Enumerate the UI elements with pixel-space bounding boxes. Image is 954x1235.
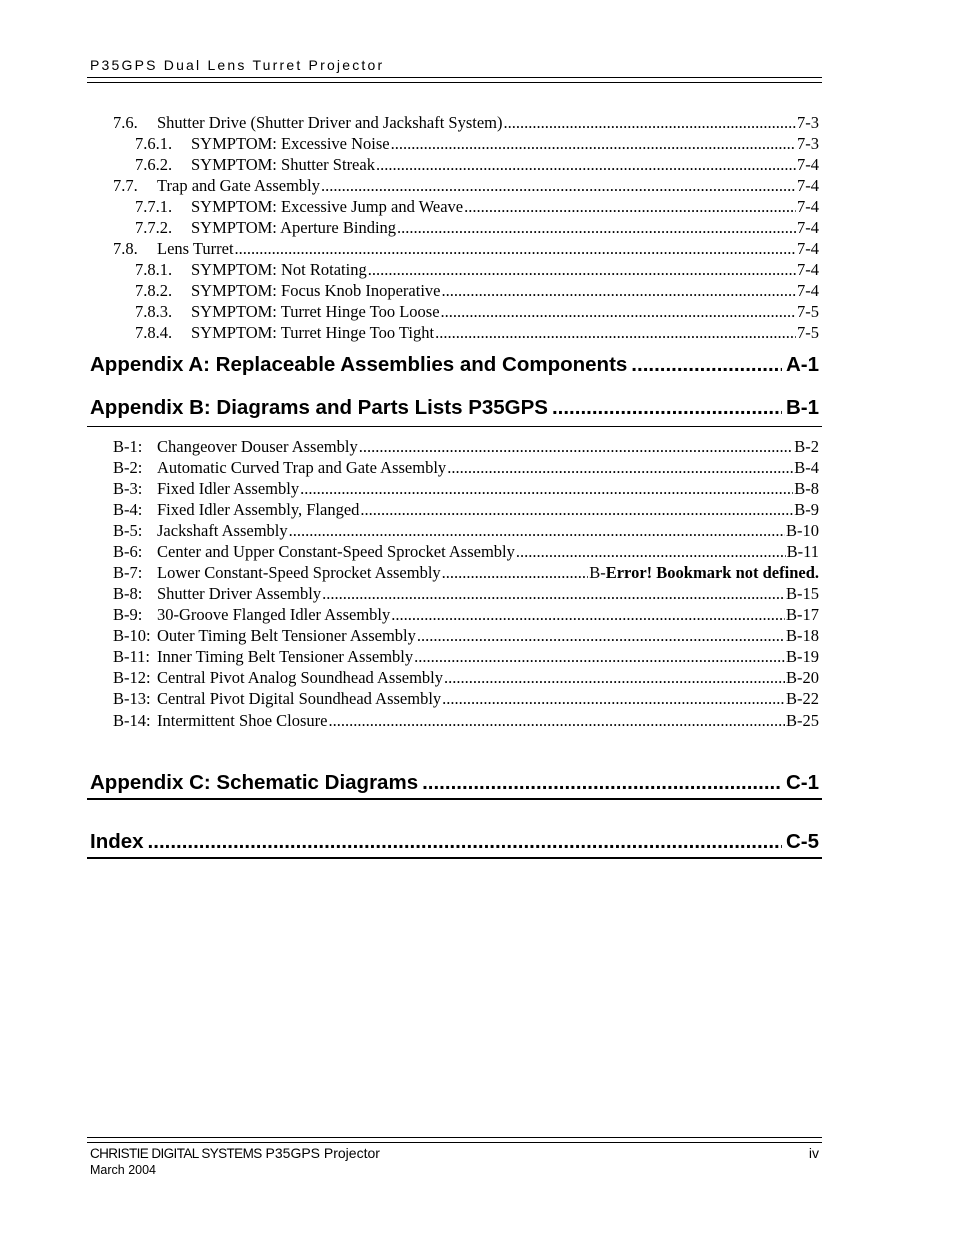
toc-number: 7.7.2. xyxy=(135,218,173,237)
toc-figure-b6[interactable] xyxy=(113,542,819,562)
dot-leader xyxy=(328,711,785,731)
toc-title: Shutter Driver Assembly xyxy=(157,584,322,603)
toc-title: Appendix A: Replaceable Assemblies and Components xyxy=(90,353,628,376)
dot-leader xyxy=(414,647,785,667)
footer-company xyxy=(90,1145,380,1161)
toc-page: C-1 xyxy=(785,771,819,794)
toc-title: SYMPTOM: Excessive Noise xyxy=(191,134,390,153)
toc-entry-7-7[interactable] xyxy=(113,176,819,196)
toc-number: B-12: xyxy=(113,668,151,687)
index-rule xyxy=(87,857,822,859)
toc-title: Inner Timing Belt Tensioner Assembly xyxy=(157,647,414,666)
toc-figure-b10[interactable] xyxy=(113,626,819,646)
toc-page: A-1 xyxy=(785,353,819,376)
toc-number: 7.6. xyxy=(113,113,138,132)
toc-title: SYMPTOM: Turret Hinge Too Tight xyxy=(191,323,435,342)
toc-page: 7-5 xyxy=(797,302,819,321)
toc-page-prefix: B- xyxy=(589,563,606,582)
toc-figure-b3[interactable] xyxy=(113,479,819,499)
toc-page: B-10 xyxy=(786,521,819,540)
toc-page: 7-4 xyxy=(797,197,819,216)
toc-figure-b1[interactable] xyxy=(113,437,819,457)
toc-title: Lens Turret xyxy=(157,239,234,258)
toc-number: B-11: xyxy=(113,647,150,666)
toc-page: B-17 xyxy=(786,605,819,624)
toc-entry-7-8-1[interactable] xyxy=(135,260,819,280)
dot-leader xyxy=(504,113,796,133)
toc-number: B-3: xyxy=(113,479,143,498)
footer-rule xyxy=(87,1137,822,1143)
toc-figure-b2[interactable] xyxy=(113,458,819,478)
dot-leader xyxy=(368,260,796,280)
toc-title: Central Pivot Analog Soundhead Assembly xyxy=(157,668,443,687)
toc-appendix-a[interactable] xyxy=(90,353,819,377)
toc-page: B-15 xyxy=(786,584,819,603)
dot-leader xyxy=(631,353,782,377)
toc-page: B-2 xyxy=(794,437,819,456)
toc-page: B-9 xyxy=(794,500,819,519)
toc-number: 7.8.4. xyxy=(135,323,173,342)
toc-figure-b13[interactable] xyxy=(113,689,819,709)
dot-leader xyxy=(289,521,785,541)
toc-figure-b11[interactable] xyxy=(113,647,819,667)
toc-number: B-10: xyxy=(113,626,151,645)
toc-entry-7-8-2[interactable] xyxy=(135,281,819,301)
toc-page: B-4 xyxy=(794,458,819,477)
toc-title: Center and Upper Constant-Speed Sprocket Assembly xyxy=(157,542,515,561)
toc-figure-b14[interactable] xyxy=(113,711,819,731)
toc-page: B-22 xyxy=(786,689,819,708)
dot-leader xyxy=(441,281,796,301)
dot-leader xyxy=(359,437,794,457)
dot-leader xyxy=(321,176,796,196)
dot-leader xyxy=(441,302,796,322)
toc-page: 7-3 xyxy=(797,134,819,153)
toc-figure-b12[interactable] xyxy=(113,668,819,688)
toc-appendix-b[interactable] xyxy=(90,396,819,420)
toc-page: 7-4 xyxy=(797,281,819,300)
dot-leader xyxy=(435,323,796,343)
toc-entry-7-6-1[interactable] xyxy=(135,134,819,154)
toc-title: Jackshaft Assembly xyxy=(157,521,288,540)
toc-title: SYMPTOM: Aperture Binding xyxy=(191,218,397,237)
footer-date: March 2004 xyxy=(90,1163,157,1177)
toc-number: 7.8.2. xyxy=(135,281,173,300)
toc-page: B-11 xyxy=(786,542,819,561)
dot-leader xyxy=(442,689,785,709)
toc-page: B-18 xyxy=(786,626,819,645)
toc-figure-b9[interactable] xyxy=(113,605,819,625)
toc-number: B-14: xyxy=(113,711,151,730)
toc-title: Appendix C: Schematic Diagrams xyxy=(90,771,419,794)
toc-title: Changeover Douser Assembly xyxy=(157,437,358,456)
dot-leader xyxy=(148,830,782,854)
toc-number: B-4: xyxy=(113,500,143,519)
toc-title: SYMPTOM: Not Rotating xyxy=(191,260,367,279)
toc-title: SYMPTOM: Turret Hinge Too Loose xyxy=(191,302,440,321)
dot-leader xyxy=(397,218,796,238)
dot-leader xyxy=(300,479,793,499)
toc-title: Shutter Drive (Shutter Driver and Jackshaft System) xyxy=(157,113,503,132)
toc-appendix-c[interactable] xyxy=(90,771,819,795)
toc-number: B-5: xyxy=(113,521,143,540)
toc-page: B-20 xyxy=(786,668,819,687)
company-logo-text: CHRISTIE DIGITAL SYSTEMS xyxy=(90,1146,262,1161)
toc-index[interactable] xyxy=(90,830,819,854)
toc-page: B-25 xyxy=(786,711,819,730)
running-header: P35GPS Dual Lens Turret Projector xyxy=(90,57,385,73)
toc-title: SYMPTOM: Shutter Streak xyxy=(191,155,375,174)
toc-page xyxy=(589,563,819,583)
toc-number: 7.8. xyxy=(113,239,138,258)
toc-number: 7.6.2. xyxy=(135,155,173,174)
dot-leader xyxy=(391,134,796,154)
dot-leader xyxy=(360,500,793,520)
footer-product: P35GPS Projector xyxy=(265,1145,380,1161)
dot-leader xyxy=(422,771,782,795)
toc-page: C-5 xyxy=(785,830,819,853)
toc-page: 7-4 xyxy=(797,176,819,195)
appendix-c-rule xyxy=(87,798,822,800)
dot-leader xyxy=(444,668,785,688)
appendix-b-rule xyxy=(87,426,822,427)
toc-number: B-6: xyxy=(113,542,143,561)
toc-title: Fixed Idler Assembly xyxy=(157,479,300,498)
toc-title: Central Pivot Digital Soundhead Assembly xyxy=(157,689,442,708)
toc-number: 7.8.3. xyxy=(135,302,173,321)
toc-page: B-1 xyxy=(785,396,819,419)
toc-page: 7-4 xyxy=(797,239,819,258)
toc-title: SYMPTOM: Focus Knob Inoperative xyxy=(191,281,441,300)
toc-page: 7-3 xyxy=(797,113,819,132)
toc-title: Intermittent Shoe Closure xyxy=(157,711,328,730)
toc-figure-b4[interactable] xyxy=(113,500,819,520)
toc-number: 7.7. xyxy=(113,176,138,195)
toc-page: B-8 xyxy=(794,479,819,498)
toc-number: B-13: xyxy=(113,689,151,708)
dot-leader xyxy=(516,542,786,562)
toc-title: Appendix B: Diagrams and Parts Lists P35GPS xyxy=(90,396,548,419)
toc-number: B-8: xyxy=(113,584,143,603)
toc-title: SYMPTOM: Excessive Jump and Weave xyxy=(191,197,464,216)
toc-figure-b8[interactable] xyxy=(113,584,819,604)
toc-entry-7-7-1[interactable] xyxy=(135,197,819,217)
toc-page: B-19 xyxy=(786,647,819,666)
dot-leader xyxy=(322,584,785,604)
dot-leader xyxy=(447,458,793,478)
toc-number: 7.6.1. xyxy=(135,134,173,153)
toc-title: Fixed Idler Assembly, Flanged xyxy=(157,500,360,519)
toc-entry-7-7-2[interactable] xyxy=(135,218,819,238)
toc-title: Trap and Gate Assembly xyxy=(157,176,321,195)
dot-leader xyxy=(464,197,796,217)
toc-entry-7-8-3[interactable] xyxy=(135,302,819,322)
toc-entry-7-6-2[interactable] xyxy=(135,155,819,175)
toc-entry-7-8[interactable] xyxy=(113,239,819,259)
toc-number: B-9: xyxy=(113,605,143,624)
toc-title: Index xyxy=(90,830,144,853)
toc-page: 7-4 xyxy=(797,155,819,174)
dot-leader xyxy=(417,626,785,646)
toc-number: B-7: xyxy=(113,563,143,582)
toc-entry-7-8-4[interactable] xyxy=(135,323,819,343)
toc-page: 7-4 xyxy=(797,218,819,237)
toc-figure-b5[interactable] xyxy=(113,521,819,541)
toc-title: 30-Groove Flanged Idler Assembly xyxy=(157,605,391,624)
toc-figure-b7[interactable] xyxy=(113,563,819,583)
toc-page: 7-4 xyxy=(797,260,819,279)
dot-leader xyxy=(235,239,796,259)
toc-title: Lower Constant-Speed Sprocket Assembly xyxy=(157,563,441,582)
toc-page: 7-5 xyxy=(797,323,819,342)
header-rule xyxy=(87,77,822,83)
toc-entry-7-6[interactable] xyxy=(113,113,819,133)
dot-leader xyxy=(552,396,782,420)
dot-leader xyxy=(391,605,785,625)
toc-title: Automatic Curved Trap and Gate Assembly xyxy=(157,458,447,477)
toc-number: 7.7.1. xyxy=(135,197,173,216)
dot-leader xyxy=(442,563,589,583)
toc-number: B-1: xyxy=(113,437,143,456)
page-number: iv xyxy=(808,1145,819,1161)
dot-leader xyxy=(376,155,796,175)
toc-title: Outer Timing Belt Tensioner Assembly xyxy=(157,626,416,645)
bookmark-error-text: Error! Bookmark not defined. xyxy=(605,563,819,582)
toc-number: 7.8.1. xyxy=(135,260,173,279)
toc-number: B-2: xyxy=(113,458,143,477)
